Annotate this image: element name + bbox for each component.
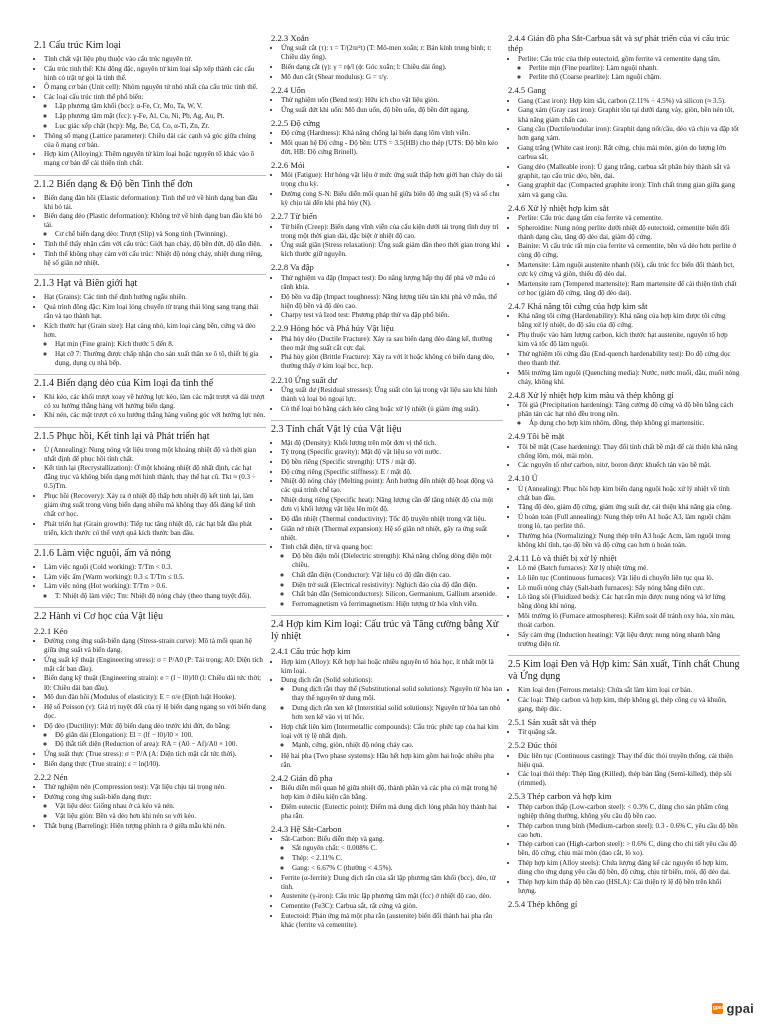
list-item: • Thử nghiệm nén (Compression test): Vật liệu chịu tải trọng nén. <box>44 783 266 792</box>
list-item: ◦ Độ bền điện môi (Dielectric strength): Khả năng chống dòng điện một chiều. <box>292 552 503 570</box>
list-item: • Thông số mạng (Lattice parameter): Chiều dài các cạnh và góc giữa chúng của ô mạng cơ bản. <box>44 132 266 150</box>
subsection-heading: 2.2.3 Xoắn <box>271 33 309 43</box>
list-item-text: Perlite: Cấu trúc của thép eutectoid, gồm ferrite và cementite dạng tấm. <box>518 54 721 63</box>
subsection-heading: 2.4.1 Cấu trúc hợp kim <box>271 646 351 657</box>
list-item-text: Độ dẻo (Ductility): Mức độ biến dạng dẻo trước khi đứt, đo bằng: <box>44 721 231 730</box>
bullet-list <box>508 752 740 789</box>
list-item: ◦ Lập phương tâm mặt (fcc): γ-Fe, Al, Cu, Ni, Pb, Ag, Au, Pt. <box>55 112 266 121</box>
list-item-text: Biến dạng dẻo (Plastic deformation): Không trở về hình dạng ban đầu khi bỏ tải. <box>44 212 262 230</box>
list-item: ◦ Dung dịch rắn thay thế (Substitutional solid solutions): Nguyên tử hòa tan thay thế nguyên tử dung môi. <box>292 685 503 703</box>
list-item: • Hợp kim (Alloy): Kết hợp hai hoặc nhiều nguyên tố hóa học, ít nhất một là kim loại. <box>281 658 503 676</box>
list-item: • Phá hủy giòn (Brittle Fracture): Xảy ra với ít hoặc không có biến dạng dẻo, thường thấy ở kim loại bcc, hcp. <box>281 353 503 371</box>
bullet-list <box>271 274 503 321</box>
list-item: ◦ Lục giác xếp chặt (hcp): Mg, Be, Cd, Co, α-Ti, Zn, Zr. <box>55 122 266 131</box>
subsection-heading: 2.2.4 Uốn <box>271 84 306 95</box>
section-heading: 2.4 Hợp kim Kim loại: Cấu trúc và Tăng cường bằng Xử lý nhiệt <box>271 615 503 643</box>
list-item: • Phục hồi (Recovery): Xảy ra ở nhiệt độ thấp hơn nhiệt độ kết tinh lại, làm giảm ứng suất trong vùng biến dạng nhiều mà không thay đổi đáng kể tính chất cơ học. <box>44 492 266 519</box>
subsection-heading: 2.4.5 Gang <box>508 85 546 96</box>
bullet-list <box>508 803 740 896</box>
list-item: • Hệ hai pha (Two phase systems): Hầu hết hợp kim gồm hai hoặc nhiều pha rắn. <box>281 752 503 770</box>
list-item: ◦ Dung dịch rắn xen kẽ (Interstitial solid solutions): Nguyên tử hòa tan nhỏ hơn xen kẽ vào vị trí hốc. <box>292 704 503 722</box>
list-item: • Lò tầng sôi (Fluidized beds): Các hạt rắn mịn được nung nóng và lơ lửng bằng dòng khí nóng. <box>518 593 740 611</box>
bullet-list <box>34 637 266 769</box>
list-item-text: Tính chất điện, từ và quang học: <box>281 543 373 552</box>
list-item: ◦ Vật liệu giòn: Bền và dẻo hơn khi nén so với kéo. <box>55 812 266 821</box>
bullet-list <box>271 129 503 157</box>
list-item <box>281 543 503 609</box>
list-item <box>518 55 740 83</box>
list-item: ◦ Ferromagnetism và ferrimagnetism: Hiện tượng từ hóa vĩnh viễn. <box>292 600 503 609</box>
subsection-heading: 2.5.2 Đúc thỏi <box>508 740 558 751</box>
list-item: • Eutectoid: Phản ứng mà một pha rắn (austenite) biến đổi thành hai pha rắn khác (ferrite và cementite). <box>281 912 503 930</box>
list-item: • Đúc liên tục (Continuous casting): Thay thế đúc thỏi truyền thống, cải thiện hiệu quả. <box>518 752 740 770</box>
bullet-list <box>508 401 740 428</box>
list-item: • Thử nghiệm tôi cứng đầu (End-quench hardenability test): Đo độ cứng dọc theo thanh thử. <box>518 350 740 368</box>
bullet-list <box>44 230 266 239</box>
list-item: • Làm việc ấm (Warm working): 0.3 ≤ T/Tm ≤ 0.5. <box>44 573 266 582</box>
list-item: • Tỷ trọng (Specific gravity): Mật độ vật liệu so với nước. <box>281 448 503 457</box>
list-item: • Gang xám (Gray cast iron): Graphit tồn tại dưới dạng vảy, giòn, bền nén tốt, khả năng giảm chấn cao. <box>518 106 740 124</box>
list-item: • Thép carbon cao (High-carbon steel): > 0.6% C, dùng cho chi tiết yêu cầu độ bền, độ cứng, chịu mài mòn (dao cắt, lò xo). <box>518 840 740 858</box>
list-item: • Thử nghiệm uốn (Bend test): Hữu ích cho vật liệu giòn. <box>281 96 503 105</box>
subsection-heading: 2.2.7 Từ biến <box>271 211 318 222</box>
subsection-heading: 2.2.6 Mỏi <box>271 160 305 171</box>
list-item: • Hợp kim (Alloying): Thêm nguyên tử kim loại hoặc nguyên tố khác vào ô mạng cơ bản để cải thiện tính chất. <box>44 150 266 168</box>
list-item: • Ứng suất đứt khi uốn: Mô đun uốn, độ bền uốn, độ bền đứt ngang. <box>281 106 503 115</box>
list-item <box>518 401 740 428</box>
list-item: • Mỏi (Fatigue): Hư hỏng vật liệu ở mức ứng suất thấp hơn giới hạn chảy do tải trọng chu kỳ. <box>281 171 503 189</box>
list-item: • Có thể loại bỏ bằng cách kéo căng hoặc xử lý nhiệt (ủ giảm ứng suất). <box>281 405 503 414</box>
list-item: ◦ T: Nhiệt độ làm việc; Tm: Nhiệt độ nóng chảy (theo thang tuyệt đối). <box>55 592 266 601</box>
list-item: • Ứng suất giãn (Stress relaxation): Ứng suất giảm dần theo thời gian trong khi kích thước giữ nguyên. <box>281 241 503 259</box>
subsection-heading: 2.4.8 Xử lý nhiệt hợp kim màu và thép không gỉ <box>508 389 674 400</box>
section-heading: 2.1.3 Hạt và Biên giới hạt <box>34 274 266 290</box>
list-item: • Ứng suất dư (Residual stresses): Ứng suất còn lại trong vật liệu sau khi hình thành và loại bỏ ngoại lực. <box>281 386 503 404</box>
list-item <box>44 582 266 600</box>
list-item: • Độ cứng (Hardness): Khả năng chống lại biến dạng lõm vĩnh viễn. <box>281 129 503 138</box>
list-item-text: Tôi già (Precipitation hardening): Tăng cường độ cứng và độ bền bằng cách phân tán các hạt nhỏ đều trong nền. <box>518 401 734 419</box>
list-item: • Độ dẫn nhiệt (Thermal conductivity): Tốc độ truyền nhiệt trong vật liệu. <box>281 515 503 524</box>
subsection-heading: 2.4.6 Xử lý nhiệt hợp kim sắt <box>508 202 609 213</box>
list-item: • Tinh thể không nhạy cảm với cấu trúc: Nhiệt độ nóng chảy, nhiệt dung riêng, hệ số giãn nở nhiệt. <box>44 250 266 268</box>
bullet-list <box>271 335 503 372</box>
bullet-list <box>508 214 740 298</box>
subsection-heading: 2.4.3 Hệ Sắt-Carbon <box>271 823 342 834</box>
bullet-list <box>44 731 266 750</box>
list-item: • Thử nghiệm va đập (Impact test): Đo năng lượng hấp thụ để phá vỡ mẫu có rãnh khía. <box>281 274 503 292</box>
list-item: • Kết tinh lại (Recrystallization): Ở một khoảng nhiệt độ nhất định, các hạt đẳng trục và không biến dạng mới hình thành, thay thế hạt cũ. Tkt ≈ (0.3 ÷ 0.5)Tm. <box>44 464 266 491</box>
list-item <box>281 835 503 873</box>
subsection-heading: 2.5.3 Thép carbon và hợp kim <box>508 791 612 802</box>
list-item: • Mối quan hệ Độ cứng - Độ bền: UTS = 3.5(HB) cho thép (UTS: Độ bền kéo đứt, HB: Độ cứng Brinell). <box>281 139 503 157</box>
list-item: • Spheroidite: Nung nóng perlite dưới nhiệt độ eutectoid, cementite biến đổi thành dạng cầu, tăng độ dẻo dai, giảm độ cứng. <box>518 224 740 242</box>
subsection-heading: 2.2.10 Ứng suất dư <box>271 374 337 385</box>
list-item: • Perlite: Cấu trúc dạng tấm của ferrite và cementite. <box>518 214 740 223</box>
bullet-list <box>271 44 503 82</box>
bullet-list <box>271 96 503 115</box>
list-item: • Phát triển hạt (Grain growth): Tiếp tục tăng nhiệt độ, các hạt bắt đầu phát triển, kích thước có thể vượt quá kích thước ban đầu. <box>44 520 266 538</box>
bullet-list <box>271 171 503 208</box>
list-item: ◦ Lập phương tâm khối (bcc): α-Fe, Cr, Mo, Ta, W, V. <box>55 102 266 111</box>
list-item: • Martensite ram (Tempered martensite): Ram martensite để cải thiện tính chất cơ học (giảm độ cứng, tăng độ dẻo dai). <box>518 280 740 298</box>
bullet-list <box>508 97 740 200</box>
list-item-text: Dung dịch rắn (Solid solutions): <box>281 676 373 685</box>
brand-name: gpai <box>726 1001 754 1016</box>
section-heading: 2.1.2 Biến dạng & Độ bền Tinh thể đơn <box>34 175 266 191</box>
list-item: ◦ Cơ chế biến dạng dẻo: Trượt (Slip) và Song tinh (Twinning). <box>55 230 266 239</box>
list-item <box>44 793 266 821</box>
list-item: • Ứng suất cắt (τ): τ = T/(2πr²t) (T: Mô-men xoắn; r: Bán kính trung bình; t: Chiều dày ống). <box>281 44 503 62</box>
bullet-list <box>271 439 503 610</box>
section-heading: 2.1.6 Làm việc nguội, ấm và nóng <box>34 544 266 560</box>
bullet-list <box>271 386 503 414</box>
list-item: • Biến dạng thực (True strain): ε = ln(l/l0). <box>44 760 266 769</box>
subsection-heading: 2.4.10 Ủ <box>508 473 538 484</box>
section-heading: 2.3 Tính chất Vật lý của Vật liệu <box>271 420 503 436</box>
list-item <box>44 722 266 750</box>
bullet-list <box>281 685 503 722</box>
list-item <box>44 322 266 368</box>
list-item: • Điểm eutectic (Eutectic point): Điểm mà dung dịch lỏng phân hủy thành hai pha rắn. <box>281 803 503 821</box>
list-item: ◦ Hạt mịn (Fine grain): Kích thước 5 đến 8. <box>55 340 266 349</box>
list-item: • Phá hủy dẻo (Ductile Fracture): Xảy ra sau biến dạng dẻo đáng kể, thường theo mặt ứng suất cắt cực đại. <box>281 335 503 353</box>
list-item: • Tôi bề mặt (Case hardening): Thay đổi tính chất bề mặt để cải thiện khả năng chống lõm, mỏi, mài mòn. <box>518 443 740 461</box>
list-item: • Phụ thuộc vào hàm lượng carbon, kích thước hạt austenite, nguyên tố hợp kim và tốc độ làm nguội. <box>518 331 740 349</box>
list-item: ◦ Hạt cỡ 7: Thường được chấp nhận cho sản xuất thân xe ô tô, thiết bị gia dụng, dụng cụ nhà bếp. <box>55 350 266 368</box>
list-item: • Ứng suất thực (True stress): σ = P/A (A: Diện tích mặt cắt tức thời). <box>44 750 266 759</box>
list-item: • Thắt bụng (Barreling): Hiện tượng phình ra ở giữa mẫu khi nén. <box>44 822 266 831</box>
list-item: • Quá trình đông đặc: Kim loại lỏng chuyển từ trạng thái lỏng sang trạng thái rắn và tạo thành hạt. <box>44 303 266 321</box>
brand-logo <box>712 1001 754 1016</box>
list-item <box>281 723 503 750</box>
subsection-heading: 2.2.9 Hỏng hóc và Phá hủy Vật liệu <box>271 323 394 334</box>
list-item: • Biến dạng cắt (γ): γ = rϕ/l (ϕ: Góc xoắn; l: Chiều dài ống). <box>281 63 503 72</box>
list-item: • Thép hợp kim thấp độ bền cao (HSLA): Cải thiện tỷ lệ độ bền trên khối lượng. <box>518 878 740 896</box>
list-item: • Biến dạng kỹ thuật (Engineering strain): e = (l − l0)/l0 (l: Chiều dài tức thời; l0: Chiều dài ban đầu). <box>44 674 266 692</box>
bullet-list <box>281 552 503 609</box>
bullet-list <box>271 658 503 770</box>
section-heading: 2.1 Cấu trúc Kim loại <box>34 40 121 51</box>
list-item: • Sấy cảm ứng (Induction heating): Vật liệu được nung nóng nhanh bằng trường điện từ. <box>518 631 740 649</box>
list-item: • Gang graphit dạc (Compacted graphite iron): Tính chất trung gian giữa gang xám và gang cầu. <box>518 181 740 199</box>
list-item: • Lò liên tục (Continuous furnaces): Vật liệu di chuyển liên tục qua lò. <box>518 574 740 583</box>
bullet-list <box>34 446 266 539</box>
list-item: • Nhiệt độ nóng chảy (Melting point): Ảnh hưởng đến nhiệt độ hoạt động và các quá trình chế tạo. <box>281 477 503 495</box>
list-item: • Hệ số Poisson (ν): Giá trị tuyệt đối của tỷ lệ biến dạng ngang so với biến dạng dọc. <box>44 703 266 721</box>
list-item: • Ô mạng cơ bản (Unit cell): Nhóm nguyên tử nhỏ nhất của cấu trúc tinh thể. <box>44 83 266 92</box>
list-item: • Ủ (Annealing): Phục hồi hợp kim biến dạng nguội hoặc xử lý nhiệt về tính chất ban đầu. <box>518 485 740 503</box>
bullet-list <box>34 55 266 169</box>
section-heading: 2.5 Kim loại Đen và Hợp kim: Sản xuất, Tính chất Chung và Ứng dụng <box>508 655 740 683</box>
list-item: • Giãn nở nhiệt (Thermal expansion): Hệ số giãn nở nhiệt, gây ra ứng suất nhiệt. <box>281 525 503 543</box>
subsection-heading: 2.4.4 Giản đồ pha Sắt-Carbua sắt và sự phát triển của vi cấu trúc thép <box>508 33 730 54</box>
section-heading: 2.1.5 Phục hồi, Kết tinh lại và Phát triển hạt <box>34 427 266 443</box>
bullet-list <box>281 741 503 750</box>
bullet-list <box>508 728 740 737</box>
list-item: • Môi trường lò (Furnace atmospheres): Kiểm soát để tránh oxy hóa, xỉn màu, thoát carbon. <box>518 612 740 630</box>
subsection-heading: 2.2.1 Kéo <box>34 625 68 636</box>
list-item: • Thường hóa (Normalizing): Nung thép trên A3 hoặc Acm, làm nguội trong không khí tĩnh, tạo độ bền và độ cứng cao hơn ủ hoàn toàn. <box>518 532 740 550</box>
list-item: • Độ cứng riêng (Specific stiffness): E / mật độ. <box>281 468 503 477</box>
list-item: • Gang trắng (White cast iron): Rất cứng, chịu mài mòn, giòn do lượng lớn carbua sắt. <box>518 144 740 162</box>
bullet-list <box>508 312 740 386</box>
list-item: • Độ bền riêng (Specific strength): UTS / mật độ. <box>281 458 503 467</box>
list-item-text: Đường cong ứng suất-biến dạng thực: <box>44 793 152 802</box>
list-item: • Hạt (Grains): Các tinh thể định hướng ngẫu nhiên. <box>44 293 266 302</box>
bullet-list <box>44 592 266 601</box>
list-item-text: Kích thước hạt (Grain size): Hạt càng nhỏ, kim loại càng bền, cứng và dẻo hơn. <box>44 321 256 339</box>
list-item: • Các nguyên tố như carbon, nitơ, boron được khuếch tán vào bề mặt. <box>518 461 740 470</box>
list-item: • Làm việc nguội (Cold working): T/Tm < 0.3. <box>44 563 266 572</box>
list-item: • Gang dẻo (Malleable iron): Ủ gang trắng, carbua sắt phân hủy thành sắt và graphit, tạo cấu trúc dẻo, bền, dai. <box>518 163 740 181</box>
list-item: • Tăng độ dẻo, giảm độ cứng, giảm ứng suất dư, cải thiện khả năng gia công. <box>518 503 740 512</box>
list-item: ◦ Thép: < 2.11% C. <box>292 854 503 863</box>
list-item: • Cấu trúc tinh thể: Khi đông đặc, nguyên tử kim loại sắp xếp thành các cấu hình có trật tự gọi là tinh thể. <box>44 65 266 83</box>
list-item <box>44 212 266 239</box>
list-item-text: Sắt-Carbon: Biểu diễn thép và gang. <box>281 835 385 844</box>
list-item: • Charpy test và Izod test: Phương pháp thử va đập phổ biến. <box>281 311 503 320</box>
gpai-logo-icon: gpai <box>712 1003 723 1014</box>
list-item: • Từ biến (Creep): Biến dạng vĩnh viễn của cấu kiện dưới tải trọng tĩnh duy trì trong một thời gian dài, đặc biệt ở nhiệt độ cao. <box>281 223 503 241</box>
list-item: • Cementite (Fe3C): Carbua sắt, rất cứng và giòn. <box>281 902 503 911</box>
list-item: ◦ Sắt nguyên chất: < 0.008% C. <box>292 844 503 853</box>
list-item: • Lò mẻ (Batch furnaces): Xử lý nhiệt từng mẻ. <box>518 564 740 573</box>
subsection-heading: 2.2.2 Nén <box>34 772 68 783</box>
list-item: • Biểu diễn mối quan hệ giữa nhiệt độ, thành phần và các pha có mặt trong hệ hợp kim ở điều kiện cân bằng. <box>281 784 503 802</box>
list-item: ◦ Mạnh, cứng, giòn, nhiệt độ nóng chảy cao. <box>292 741 503 750</box>
list-item: • Đường cong ứng suất-biến dạng (Stress-strain curve): Mô tả mối quan hệ giữa ứng suất và biến dạng. <box>44 637 266 655</box>
list-item: • Gang (Cast iron): Hợp kim sắt, carbon (2.11% ÷ 4.5%) và silicon (≈ 3.5). <box>518 97 740 106</box>
list-item-text: Làm việc nóng (Hot working): T/Tm > 0.6. <box>44 582 168 591</box>
list-item: • Lò muối nóng chảy (Salt-bath furnaces): Sấy nóng bằng điện cực. <box>518 584 740 593</box>
list-item: • Thép hợp kim (Alloy steels): Chứa lượng đáng kể các nguyên tố hợp kim, dùng cho ứng dụng yêu cầu độ bền, độ cứng, chịu từ biến, mỏi, độ dẻo dai. <box>518 859 740 877</box>
bullet-list <box>44 802 266 821</box>
list-item: • Môi trường làm nguội (Quenching media): Nước, nước muối, dầu, muối nóng chảy, không khí. <box>518 369 740 387</box>
list-item: • Bainite: Vi cấu trúc rất mịn của ferrite và cementite, bền và dẻo hơn perlite ở cùng độ cứng. <box>518 242 740 260</box>
bullet-list <box>508 55 740 83</box>
list-item: • Mô đun đàn hồi (Modulus of elasticity): E = σ/e (Định luật Hooke). <box>44 693 266 702</box>
list-item: • Martensite: Làm nguội austenite nhanh (tôi), cấu trúc fcc biến đổi thành bct, cực kỳ cứng và giòn, thiếu độ dẻo dai. <box>518 261 740 279</box>
column-1 <box>34 30 266 832</box>
bullet-list <box>518 419 740 428</box>
list-item: ◦ Perlite mịn (Fine pearlite): Làm nguội nhanh. <box>529 64 740 73</box>
list-item: • Ứng suất kỹ thuật (Engineering stress): σ = P/A0 (P: Tải trọng; A0: Diện tích mặt cắt ban đầu). <box>44 656 266 674</box>
list-item: ◦ Độ giãn dài (Elongation): El = (lf − l0)/l0 × 100. <box>55 731 266 740</box>
list-item: • Ủ (Annealing): Nung nóng vật liệu trong một khoảng nhiệt độ và thời gian nhất định để phục hồi tính chất. <box>44 446 266 464</box>
bullet-list <box>508 686 740 714</box>
bullet-list <box>34 194 266 269</box>
bullet-list <box>44 102 266 130</box>
subsection-heading: 2.2.5 Độ cứng <box>271 117 321 128</box>
list-item: • Biến dạng đàn hồi (Elastic deformation): Tinh thể trở về hình dạng ban đầu khi bỏ tải. <box>44 194 266 212</box>
bullet-list <box>44 340 266 368</box>
subsection-heading: 2.5.1 Sản xuất sắt và thép <box>508 716 597 727</box>
list-item: ◦ Chất bán dẫn (Semiconductors): Silicon, Germanium, Gallium arsenide. <box>292 590 503 599</box>
list-item: • Độ bền va đập (Impact toughness): Năng lượng tiêu tán khi phá vỡ mẫu, thể hiện độ bền và độ dẻo cao. <box>281 293 503 311</box>
list-item: • Khả năng tôi cứng (Hardenability): Khả năng của hợp kim được tôi cứng bằng xử lý nhiệt, đo độ sâu của độ cứng. <box>518 312 740 330</box>
subsection-heading: 2.4.9 Tôi bề mặt <box>508 431 565 442</box>
subsection-heading: 2.2.8 Va đập <box>271 262 314 273</box>
bullet-list <box>508 564 740 649</box>
section-heading: 2.2 Hành vi Cơ học của Vật liệu <box>34 607 266 623</box>
subsection-heading: 2.5.4 Thép không gỉ <box>508 898 578 909</box>
list-item <box>44 93 266 131</box>
list-item: • Tinh thể thấy nhận cấm với cấu trúc: Giới hạn chảy, độ bền đứt, độ dẫn điện. <box>44 240 266 249</box>
list-item: ◦ Độ thắt tiết diện (Reduction of area): RA = (A0 − Af)/A0 × 100. <box>55 740 266 749</box>
list-item: ◦ Áp dụng cho hợp kim nhôm, đồng, thép không gỉ martensitic. <box>529 419 740 428</box>
bullet-list <box>34 783 266 831</box>
list-item: • Các loại thỏi thép: Thép lắng (Killed), thép bán lắng (Semi-killed), thép sôi (rimmed). <box>518 770 740 788</box>
list-item-text: Các loại cấu trúc tinh thể phổ biến: <box>44 93 144 102</box>
section-heading: 2.1.4 Biến dạng dẻo của Kim loại đa tinh thể <box>34 374 266 390</box>
list-item: • Mô đun cắt (Shear modulus): G = τ/γ. <box>281 73 503 82</box>
subsection-heading: 2.4.7 Khả năng tôi cứng của hợp kim sắt <box>508 300 648 311</box>
bullet-list <box>508 443 740 471</box>
bullet-list <box>271 223 503 260</box>
bullet-list <box>508 485 740 550</box>
bullet-list <box>518 64 740 83</box>
bullet-list <box>34 393 266 421</box>
subsection-heading: 2.4.2 Giản đồ pha <box>271 772 333 783</box>
list-item: ◦ Điện trở suất (Electrical resistivity): Nghịch đảo của độ dẫn điện. <box>292 581 503 590</box>
list-item: • Khi nén, các mặt trượt có xu hướng thẳng hàng vuông góc với hướng lực nén. <box>44 411 266 420</box>
list-item: ◦ Perlite thô (Coarse pearlite): Làm nguội chậm. <box>529 73 740 82</box>
bullet-list <box>271 784 503 821</box>
list-item: • Các loại: Thép carbon và hợp kim, thép không gỉ, thép công cụ và khuôn, gang, thép đúc. <box>518 696 740 714</box>
bullet-list <box>34 563 266 601</box>
list-item: • Từ quặng sắt. <box>518 728 740 737</box>
column-3 <box>508 30 740 910</box>
list-item: • Kim loại đen (Ferrous metals): Chứa sắt làm kim loại cơ bản. <box>518 686 740 695</box>
list-item: ◦ Gang: < 6.67% C (thường < 4.5%). <box>292 864 503 873</box>
list-item: • Tính chất vật liệu phụ thuộc vào cấu trúc nguyên tử. <box>44 55 266 64</box>
bullet-list <box>271 835 503 930</box>
bullet-list <box>34 293 266 367</box>
list-item: • Gang cầu (Ductile/nodular iron): Graphit dạng nốt/cầu, dẻo và chịu va đập tốt hơn gang xám. <box>518 125 740 143</box>
list-item: • Austenite (γ-iron): Cấu trúc lập phương tâm mặt (fcc) ở nhiệt độ cao, dẻo. <box>281 892 503 901</box>
list-item <box>281 676 503 722</box>
list-item: ◦ Vật liệu dẻo: Giống nhau ở cả kéo và nén. <box>55 802 266 811</box>
list-item: ◦ Chất dẫn điện (Conductor): Vật liệu có độ dẫn điện cao. <box>292 571 503 580</box>
list-item: • Khi kéo, các khối trượt xoay về hướng lực kéo, làm các mặt trượt và dải trượt có xu hướng thẳng hàng với hướng biến dạng. <box>44 393 266 411</box>
subsection-heading: 2.4.11 Lò và thiết bị xử lý nhiệt <box>508 553 617 564</box>
list-item: • Mật độ (Density): Khối lượng trên một đơn vị thể tích. <box>281 439 503 448</box>
list-item: • Đường cong S-N: Biểu diễn mối quan hệ giữa biên độ ứng suất (S) và số chu kỳ chịu tải đến khi phá hủy (N). <box>281 190 503 208</box>
list-item: • Ủ hoàn toàn (Full annealing): Nung thép trên A1 hoặc A3, làm nguội chậm trong lò, tạo perlite thô. <box>518 513 740 531</box>
list-item-text: Hợp chất liên kim (Intermetallic compounds): Cấu trúc phức tạp của hai kim loại với tỷ lệ nhất định. <box>281 723 499 741</box>
list-item: • Nhiệt dung riêng (Specific heat): Năng lượng cần để tăng nhiệt độ của một đơn vị khối lượng vật liệu lên một độ. <box>281 496 503 514</box>
list-item: • Ferrite (α-ferrite): Dung dịch rắn của sắt lập phương tâm khối (bcc), dẻo, từ tính. <box>281 874 503 892</box>
list-item: • Thép carbon thấp (Low-carbon steel): < 0.3% C, dùng cho sản phẩm công nghiệp thông thường, không yêu cầu độ bền cao. <box>518 803 740 821</box>
bullet-list <box>281 844 503 872</box>
column-2 <box>271 30 503 931</box>
list-item: • Thép carbon trung bình (Medium-carbon steel): 0.3 - 0.6% C, yêu cầu độ bền cao hơn. <box>518 822 740 840</box>
